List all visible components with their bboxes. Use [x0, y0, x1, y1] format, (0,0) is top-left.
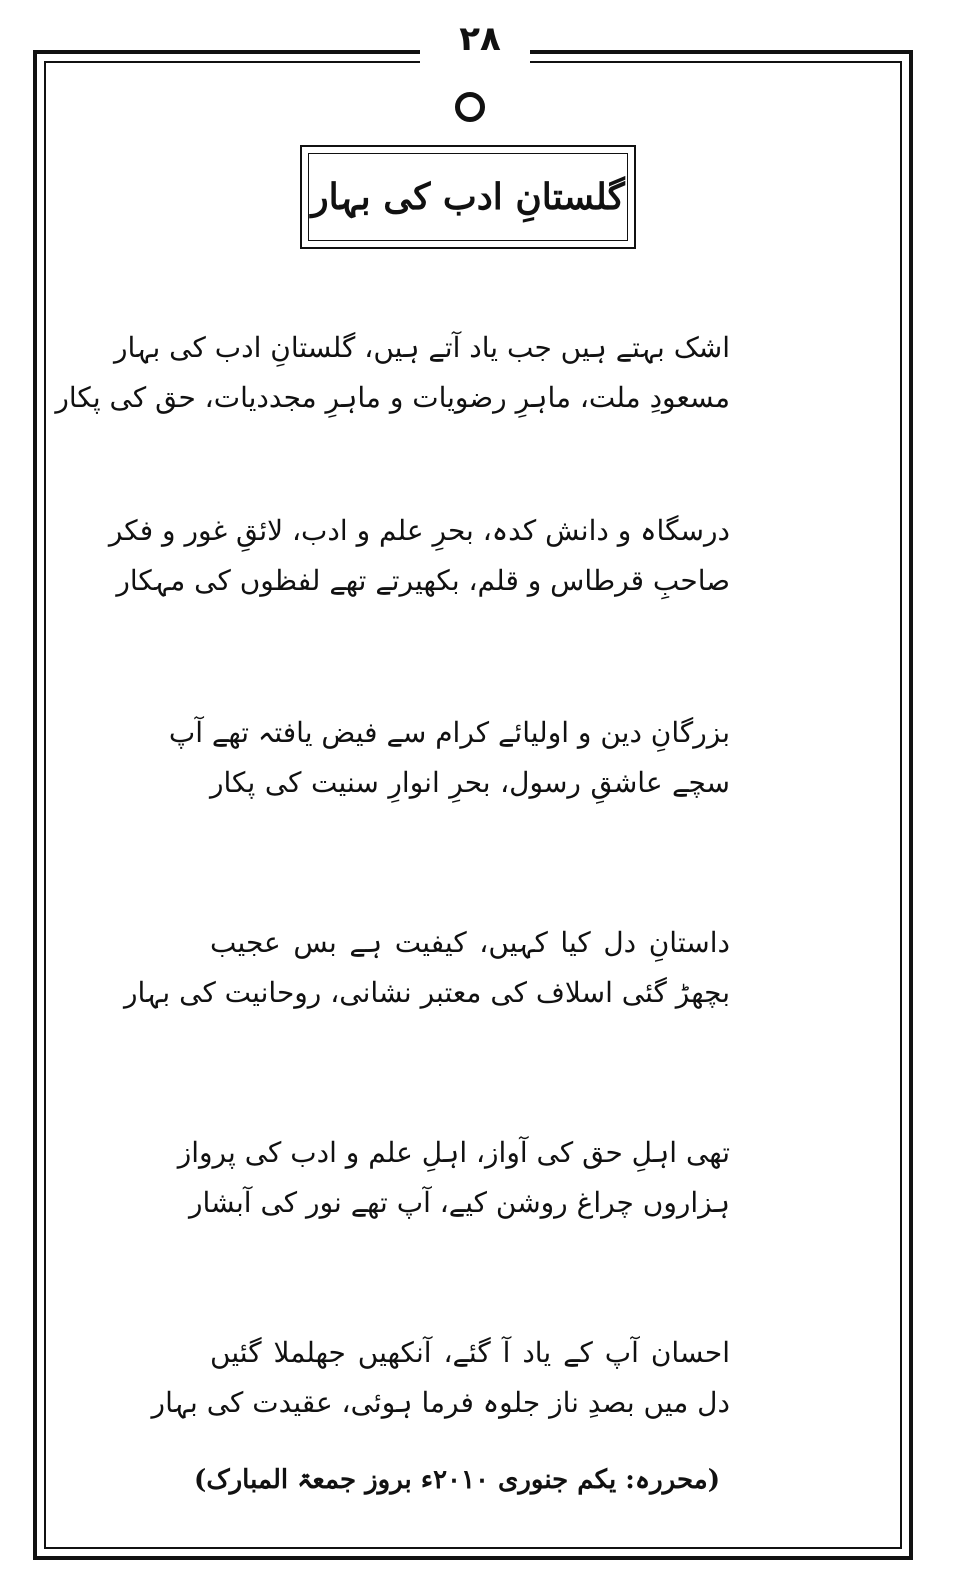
stanza-6	[151, 1330, 730, 1430]
stanza-1	[55, 325, 730, 425]
stanza-line: احسان آپ کے یاد آ گئے، آنکھیں جھلملا گئیں	[210, 1336, 730, 1369]
stanza-2	[108, 508, 730, 608]
circle-ornament-icon	[455, 92, 485, 122]
page-number: ۲۸	[459, 19, 501, 59]
poem-title: گلستانِ ادب کی بہار	[311, 176, 625, 218]
stanza-line: سچے عاشقِ رسول، بحرِ انوارِ سنیت کی پکار	[210, 766, 730, 799]
stanza-line: بچھڑ گئی اسلاف کی معتبر نشانی، روحانیت کی بہار	[123, 976, 730, 1009]
date-note: (محررہ: یکم جنوری ۲۰۱۰ء بروز جمعۃ المبارک)	[194, 1465, 720, 1495]
stanza-line: بزرگانِ دین و اولیائے کرام سے فیض یافتہ تھے آپ	[168, 716, 730, 749]
stanza-5	[177, 1130, 730, 1230]
stanza-line: تھی اہلِ حق کی آواز، اہلِ علم و ادب کی پرواز	[177, 1136, 730, 1169]
stanza-line: داستانِ دل کیا کہیں، کیفیت ہے بس عجیب	[210, 926, 730, 959]
title-box	[300, 145, 636, 249]
stanza-line: اشک بہتے ہیں جب یاد آتے ہیں، گلستانِ ادب کی بہار	[114, 331, 730, 364]
stanza-4	[123, 920, 730, 1020]
stanza-line: ہزاروں چراغ روشن کیے، آپ تھے نور کی آبشار	[188, 1186, 730, 1219]
stanza-line: درسگاہ و دانش کدہ، بحرِ علم و ادب، لائقِ غور و فکر	[108, 514, 730, 547]
stanza-line: دل میں بصدِ ناز جلوہ فرما ہوئی، عقیدت کی بہار	[151, 1386, 730, 1419]
stanza-line: صاحبِ قرطاس و قلم، بکھیرتے تھے لفظوں کی مہکار	[116, 564, 730, 597]
stanza-line: مسعودِ ملت، ماہرِ رضویات و ماہرِ مجددیات، حق کی پکار	[55, 381, 730, 414]
stanza-3	[168, 710, 730, 810]
